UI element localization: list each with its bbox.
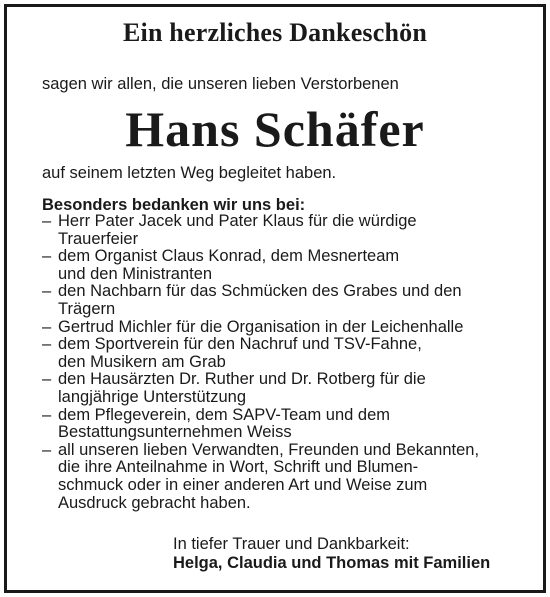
list-item-line: Ausdruck gebracht haben.	[58, 493, 251, 512]
list-item	[42, 319, 479, 337]
signature-names: Helga, Claudia und Thomas mit Familien	[173, 554, 491, 572]
list-item	[42, 336, 479, 371]
list-dash: –	[42, 370, 52, 389]
deceased-name: Hans Schäfer	[125, 101, 425, 157]
list-item-line: Trauerfeier	[58, 229, 139, 248]
list-item-line: dem Organist Claus Konrad, dem Mesnerteam	[58, 247, 400, 266]
list-item-line: den Musikern am Grab	[58, 352, 226, 371]
list-item-line: dem Sportverein für den Nachruf und TSV-Fahne,	[58, 335, 422, 354]
thanks-list	[42, 213, 479, 512]
list-dash: –	[42, 317, 52, 336]
list-item	[42, 407, 479, 442]
list-dash: –	[42, 247, 52, 266]
list-item	[42, 213, 479, 248]
signature-line: In tiefer Trauer und Dankbarkeit:	[173, 535, 410, 553]
list-item	[42, 283, 479, 318]
notice-heading: Ein herzliches Dankeschön	[122, 18, 428, 47]
list-item-line: Gertrud Michler für die Organisation in der Leichenhalle	[58, 317, 464, 336]
list-dash: –	[42, 335, 52, 354]
list-item-line: Herr Pater Jacek und Pater Klaus für die würdige	[58, 212, 417, 230]
list-item	[42, 248, 479, 283]
list-item	[42, 371, 479, 406]
list-item-line: dem Pflegeverein, dem SAPV-Team und dem	[58, 405, 391, 424]
list-item-line: den Hausärzten Dr. Ruther und Dr. Rotberg für die	[58, 370, 426, 389]
list-dash: –	[42, 282, 52, 301]
list-item-line: all unseren lieben Verwandten, Freunden und Bekannten,	[58, 440, 480, 459]
list-dash: –	[42, 405, 52, 424]
list-item-line: die ihre Anteilnahme in Wort, Schrift und Blumen-	[58, 458, 419, 477]
thanks-section-title: Besonders bedanken wir uns bei:	[42, 196, 306, 214]
list-item-line: den Nachbarn für das Schmücken des Grabes und den	[58, 282, 462, 301]
list-item-line: Trägern	[58, 299, 116, 318]
list-item-line: und den Ministranten	[58, 264, 213, 283]
list-item	[42, 442, 479, 512]
closing-text: auf seinem letzten Weg begleitet haben.	[42, 164, 337, 182]
list-item-line: langjährige Unterstützung	[58, 387, 247, 406]
intro-text: sagen wir allen, die unseren lieben Verstorbenen	[42, 75, 399, 93]
list-dash: –	[42, 440, 52, 459]
list-item-line: schmuck oder in einer anderen Art und Weise zum	[58, 475, 428, 494]
list-item-line: Bestattungsunternehmen Weiss	[58, 423, 292, 442]
list-dash: –	[42, 212, 52, 230]
